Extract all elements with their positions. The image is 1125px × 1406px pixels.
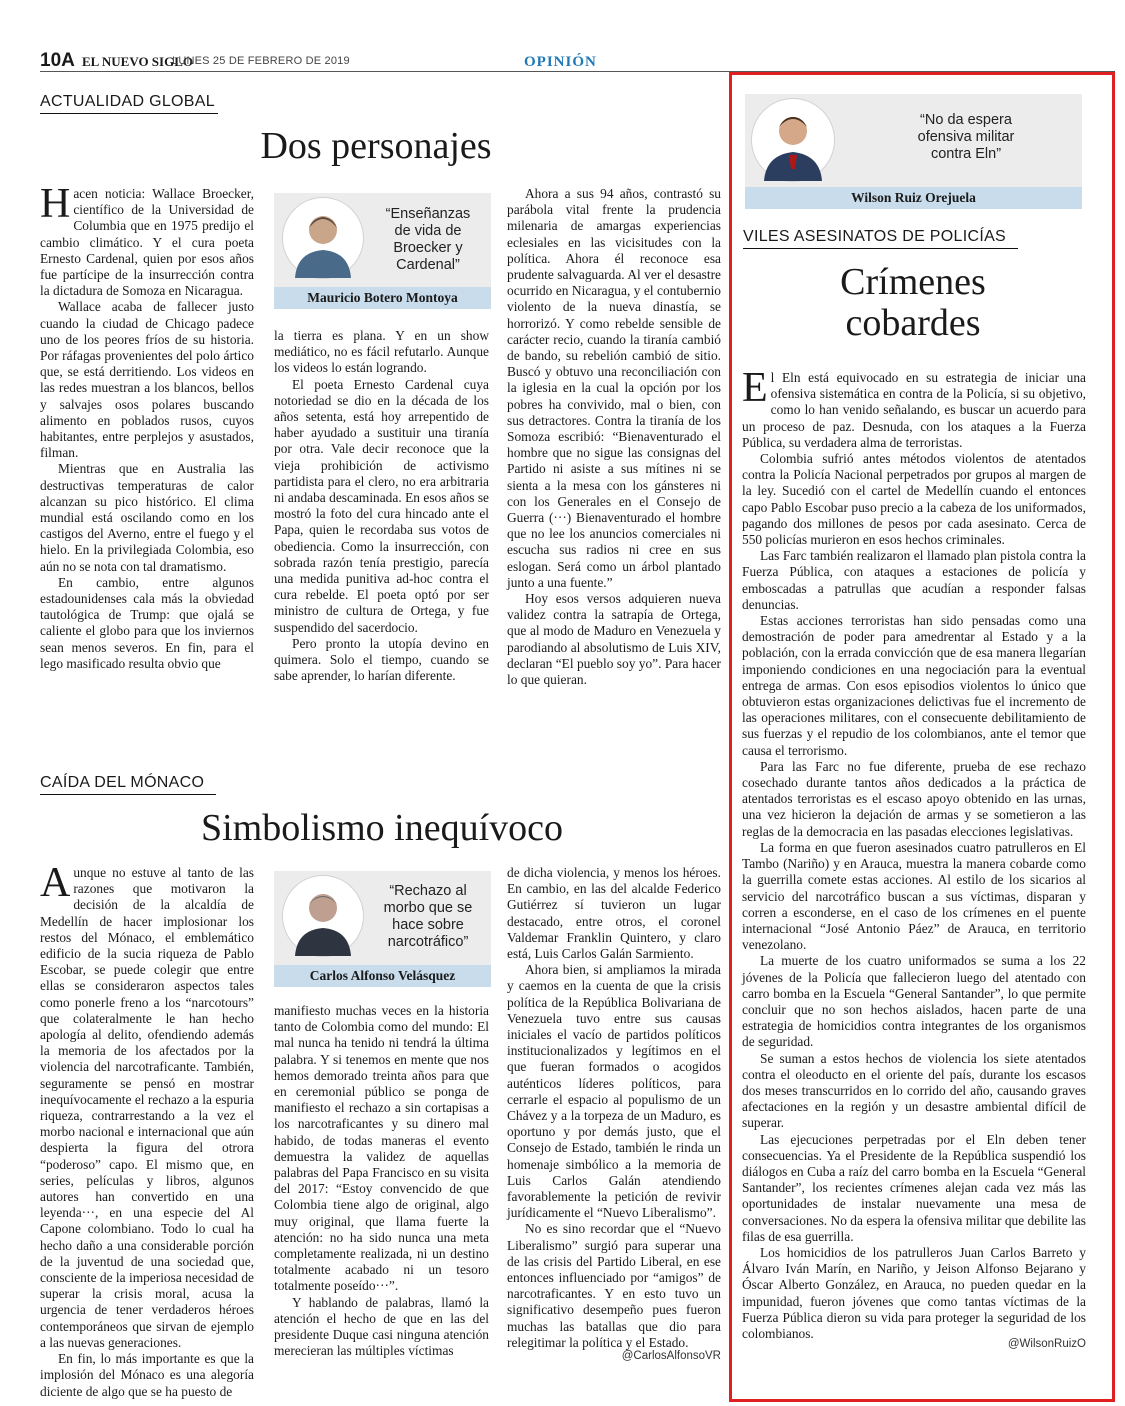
article1-paragraph: Mientras que en Australia las destructivas temperaturas de calor alcanzan su pico histórico. El clima mundial está oscilando como en los castigos del Averno, entre el fuego y el hielo. En la privilegiada Colombia, eso aún no se nota con tal dramatismo. bbox=[40, 461, 254, 574]
author-portrait-icon bbox=[282, 875, 364, 957]
article3-paragraph: Estas acciones terroristas han sido pensadas como una demostración de poder para amedrentar al Estado y a la población, con la errada convicción que de esa manera llegarían imponiendo condiciones en una negociación para la eventual entrega de armas. Con esos episodios violentos lo único que obtuvieron estas organizaciones delictivas fue el incremento de las operaciones militares, con el consecuente debilitamiento de sus fuerzas y el repudio de los colombianos, ante el temor que causa el terrorismo. bbox=[742, 613, 1086, 758]
author-box-ruiz bbox=[745, 94, 1082, 209]
article3-kicker: VILES ASESINATOS DE POLICÍAS bbox=[743, 228, 1018, 249]
article2-paragraph: manifiesto muchas veces en la historia tanto de Colombia como del mundo: El mal nunca ha tenido ni tendrá la última palabra. Y si tenemos en mente que nos hemos demorado treinta años para que en ceremonial público se ponga de manifiesto el rechazo a sin cortapisas a los narcotraficantes y su dinero mal habido, de todas maneras el evento demuestra la validez de aquellas palabras del Papa Francisco en su visita del 2017: “Estoy convencido de que Colombia tiene algo de original, algo muy original, que llama fuerte la atención: no ha sido nunca una meta completamente realizada, ni un destino totalmente acabado ni un tesoro totalmente poseído···”. bbox=[274, 1003, 489, 1294]
dropcap: H bbox=[40, 181, 71, 227]
article1-paragraph: la tierra es plana. Y en un show mediático, no es fácil refutarlo. Aunque los videos lo están logrando. bbox=[274, 328, 489, 376]
article2-paragraph: Y hablando de palabras, llamó la atención el hecho de que en las del presidente Duque casi ninguna atención merecieran las múltiples víctimas bbox=[274, 1294, 489, 1359]
article2-paragraph: No es sino recordar que el “Nuevo Liberalismo” surgió para superar una de las crisis del Partido Liberal, en ese entonces influenciado por “amigos” de narcotraficantes. Y en esto tuvo un significativo desempeño pues fueron muchas las batallas que dio para relegitimar la política y el Estado. bbox=[507, 1221, 721, 1350]
article1-headline: Dos personajes bbox=[260, 125, 492, 167]
article3-paragraph: La muerte de los cuatro uniformados se suma a los 22 jóvenes de la Policía que fallecieron luego del atentado con carro bomba en la Escuela “General Santander”, lo que permite concluir que no son hechos aislados, hacen parte de una estrategia de homicidios contra integrantes de los organismos de seguridad. bbox=[742, 953, 1086, 1050]
article3-paragraph: Las Farc también realizaron el llamado plan pistola contra la Fuerza Pública, con ataques a estaciones de policía y emboscadas a patrullas que acudían a responder falsas denuncias. bbox=[742, 548, 1086, 612]
author-quote: “Rechazo al morbo que se hace sobre narcotráfico” bbox=[383, 883, 473, 950]
article2-column-3 bbox=[507, 865, 721, 1350]
article3-paragraph: La forma en que fueron asesinados cuatro patrulleros en El Tambo (Nariño) y en Arauca, muestra la manera cobarde como la guerrilla comete estas acciones. Al estilo de los sicarios al servicio del narcotráfico buscan a sus víctimas, disparan y corren a esconderse, en el caso de los crímenes en el puente internacional “José Antonio Páez” de Arauca, en territorio venezolano. bbox=[742, 839, 1086, 953]
section-label: OPINIÓN bbox=[524, 54, 597, 70]
article1-column-1 bbox=[40, 181, 254, 686]
article2-paragraph: En fin, lo más importante es que la implosión del Mónaco es una alegoría diciente de algo que se ha puesto de bbox=[40, 1351, 254, 1399]
article3-paragraph: Para las Farc no fue diferente, prueba de ese rechazo cosechado durante tantos años dedicados a la práctica de atentados terroristas es el escaso apoyo obtenido en las urnas, una vez hicieron la dejación de armas y se sometieron a las reglas de la democracia en las pasadas elecciones legislativas. bbox=[742, 758, 1086, 839]
page-number: 10A bbox=[40, 50, 75, 71]
article3-paragraph: Se suman a estos hechos de violencia los siete atentados contra el oleoducto en el oriente del país, durante los escasos dos meses transcurridos en lo corrido del año, causando graves afectaciones en la región y un desastre ambiental difícil de superar. bbox=[742, 1050, 1086, 1131]
article1-paragraph: Hoy esos versos adquieren nueva validez contra la satrapía de Ortega, que al modo de Maduro en Venezuela y parodiando al absolutismo de Luis XIV, declaran “El pueblo soy yo”. Para hacer lo que quieran. bbox=[507, 591, 721, 688]
article1-paragraph: En cambio, entre algunos estadounidenses cala más la obviedad tautológica de Trump: que ojalá se caliente el globo para que los inviernos sean menos severos. En fin, para el lego masificado resulta obvio que bbox=[40, 574, 254, 671]
author-quote: “Enseñanzas de vida de Broecker y Cardenal” bbox=[385, 206, 471, 273]
dropcap: A bbox=[40, 860, 71, 906]
author-portrait-icon bbox=[751, 98, 835, 182]
article1-paragraph: El poeta Ernesto Cardenal cuya notoriedad se dio en la década de los años setenta, está hoy arrepentido de haber ayudado a sustituir una tiranía por otra. Vale decir reconoce que la vieja prohibición de activismo partidista para el clero, no era arbitraria ni andaba descaminada. En esos años se mostró la foto del cura hincado ante el Papa, quien le recordaba sus votos de obediencia. Como la insurrección, con sobrada razón tenía prestigio, parecía una medida punitiva ad-hoc contra el cura rebelde. El poeta optó por ser ministro de cultura de Ortega, y fue suspendido del sacerdocio. bbox=[274, 376, 489, 635]
article2-column-1 bbox=[40, 860, 254, 1399]
article1-kicker: ACTUALIDAD GLOBAL bbox=[40, 93, 218, 114]
article3-paragraph: El Eln está equivocado en su estrategia de iniciar una ofensiva sistemática en contra de la Policía, si su objetivo, como lo han venido señalando, es buscar un acuerdo para un proceso de paz. Desnuda, con los ataques a la Fuerza Pública, su verdadera alma de terroristas. bbox=[742, 365, 1086, 450]
author-box-botero bbox=[274, 193, 491, 309]
article1-paragraph: Pero pronto la utopía devino en quimera. Solo el tiempo, cuando se sabe aprender, lo harían diferente. bbox=[274, 635, 489, 684]
issue-date: LUNES 25 DE FEBRERO DE 2019 bbox=[172, 55, 350, 67]
dropcap: E bbox=[742, 365, 768, 411]
article2-paragraph: Aunque no estuve al tanto de las razones que motivaron la decisión de la alcaldía de Medellín de hacer implosionar los restos del Mónaco, el emblemático edificio de la sucia riqueza de Pablo Escobar, se puede colegir que entre ellas se consideraron aspectos tales como ponerle freno a los “narcotours” que colateralmente le han hecho apología al delito, ofendiendo además la memoria de los afectados por la violencia del narcotraficante. También, seguramente se pensó en mostrar inequívocamente el rechazo a la espuria riqueza, contrarrestando a la vez el morbo nacional e internacional que aún despierta la figura del otrora “poderoso” capo. El mismo que, en series, películas y libros, algunos autores han convertido en una leyenda···, en una especie del Al Capone colombiano. Todo lo cual ha hecho daño a una considerable porción de la juventud de una sociedad que, consciente de la imperiosa necesidad de superar la crisis moral, acusa la urgencia de tener verdaderos héroes contemporáneos que sirvan de ejemplo a las nuevas generaciones. bbox=[40, 860, 254, 1350]
newspaper-name: EL NUEVO SIGLO bbox=[82, 54, 193, 69]
article2-kicker: CAÍDA DEL MÓNACO bbox=[40, 774, 216, 795]
article3-paragraph: Colombia sufrió antes métodos violentos de atentados contra la Policía Nacional perpetrados por grupos al margen de la ley. Sucedió con el cartel de Medellín cuando el entonces capo Pablo Escobar puso precio a la cabeza de los uniformados, pagando dos millones de pesos por cada asesinato. Cerca de 550 policías murieron en esos hechos criminales. bbox=[742, 451, 1086, 548]
article3-paragraph: Los homicidios de los patrulleros Juan Carlos Barreto y Álvaro Iván Marín, en Nariño, y Jeison Alfonso Bejarano y Óscar Alberto González, en Arauca, no pueden quedar en la impunidad, fueron jóvenes que como tantas víctimas de la Fuerza Pública dieron su vida para proteger la seguridad de los colombianos. bbox=[742, 1244, 1086, 1341]
article3-paragraph: Las ejecuciones perpetradas por el Eln deben tener consecuencias. Ya el Presidente de la República suspendió los diálogos en Cuba a raíz del carro bomba en la Escuela “General Santander”, los recientes crímenes alejan cada vez más las oportunidades de instalar nuevamente una mesa de conversaciones. No da espera la ofensiva militar que debilite las filas de esa guerrilla. bbox=[742, 1131, 1086, 1244]
author-name: Mauricio Botero Montoya bbox=[274, 287, 491, 309]
article1-column-2 bbox=[274, 328, 489, 688]
author-name: Wilson Ruiz Orejuela bbox=[745, 187, 1082, 209]
article2-column-2 bbox=[274, 1003, 489, 1371]
author-twitter-handle[interactable]: @WilsonRuizO bbox=[1007, 1338, 1086, 1350]
author-name: Carlos Alfonso Velásquez bbox=[274, 965, 491, 987]
article2-headline: Simbolismo inequívoco bbox=[200, 807, 564, 849]
article2-paragraph: de dicha violencia, y menos los héroes. En cambio, en las del alcalde Federico Gutiérrez sí tuvieron un lugar destacado, entre otros, el coronel Valdemar Franklin Quintero, y claro está, Luis Carlos Galán Sarmiento. bbox=[507, 865, 721, 962]
article1-column-3 bbox=[507, 186, 721, 686]
author-box-velasquez bbox=[274, 871, 491, 987]
author-quote: “No da espera ofensiva militar contra Eln” bbox=[917, 112, 1015, 162]
article1-paragraph: Ahora a sus 94 años, contrastó su parábola vital frente la prudencia milenaria de amargas experiencias eclesiales en las vicisitudes con la política. Ahora él reconoce esa prudente salvaguarda. Al ver el desastre ocurrido en Nicaragua, y el contubernio violento de la nueva dinastía, se horrorizó. Y como rebelde sensible de carácter recio, cuando la tiranía cambió de bando, su rebelión cambió de sitio. Buscó y obtuvo una reconciliación con la iglesia en la cual la opción por los pobres ha convivido, mal o bien, con sus detractores. Contra la tiranía de los Somoza escribió: “Bienaventurado el hombre que no sigue las consignas del Partido ni asiste a sus mítines ni se sienta a la mesa con los gánsteres ni con los Generales en el Consejo de Guerra (···) Bienaventurado el hombre que no lee los anuncios comerciales ni escucha sus radios ni cree en sus eslogan. Será como un árbol plantado junto a una fuente.” bbox=[507, 186, 721, 590]
article1-paragraph: Hacen noticia: Wallace Broecker, científico de la Universidad de Columbia que en 1975 predijo el cambio climático. Y el cura poeta Ernesto Cardenal, quien por esos años fue partícipe de la insurrección contra la dictadura de Somoza en Nicaragua. bbox=[40, 181, 254, 299]
article3-body bbox=[742, 365, 1086, 1341]
article1-paragraph: Wallace acaba de fallecer justo cuando la ciudad de Chicago padece uno de los peores fríos de su historia. Por ráfagas provenientes del polo ártico que, se está derritiendo. Los videos en las redes muestran a los blancos, bellos y salvajes osos polares buscando alimento en poblados rusos, cuyos habitantes, entre perplejos y asustados, filman. bbox=[40, 299, 254, 461]
article2-paragraph: Ahora bien, si ampliamos la mirada y caemos en la cuenta de que la crisis política de la República Bolivariana de Venezuela tuvo entre sus causas iniciales el vacío de partidos políticos institucionalizados y legítimos en el que fueran formados o acogidos auténticos líderes políticos, para cerrarle el espacio al populismo de un Chávez y a la torpeza de un Maduro, es oportuno y por demás justo, que el Consejo de Estado, también le rinda un homenaje simbólico a la memoria de Luis Carlos Galán atendiendo favorablemente la petición de revivir jurídicamente el “Nuevo Liberalismo”. bbox=[507, 962, 721, 1221]
article3-headline: Crímenes cobardes bbox=[840, 261, 986, 345]
author-portrait-icon bbox=[282, 197, 364, 279]
author-twitter-handle[interactable]: @CarlosAlfonsoVR bbox=[621, 1350, 721, 1362]
